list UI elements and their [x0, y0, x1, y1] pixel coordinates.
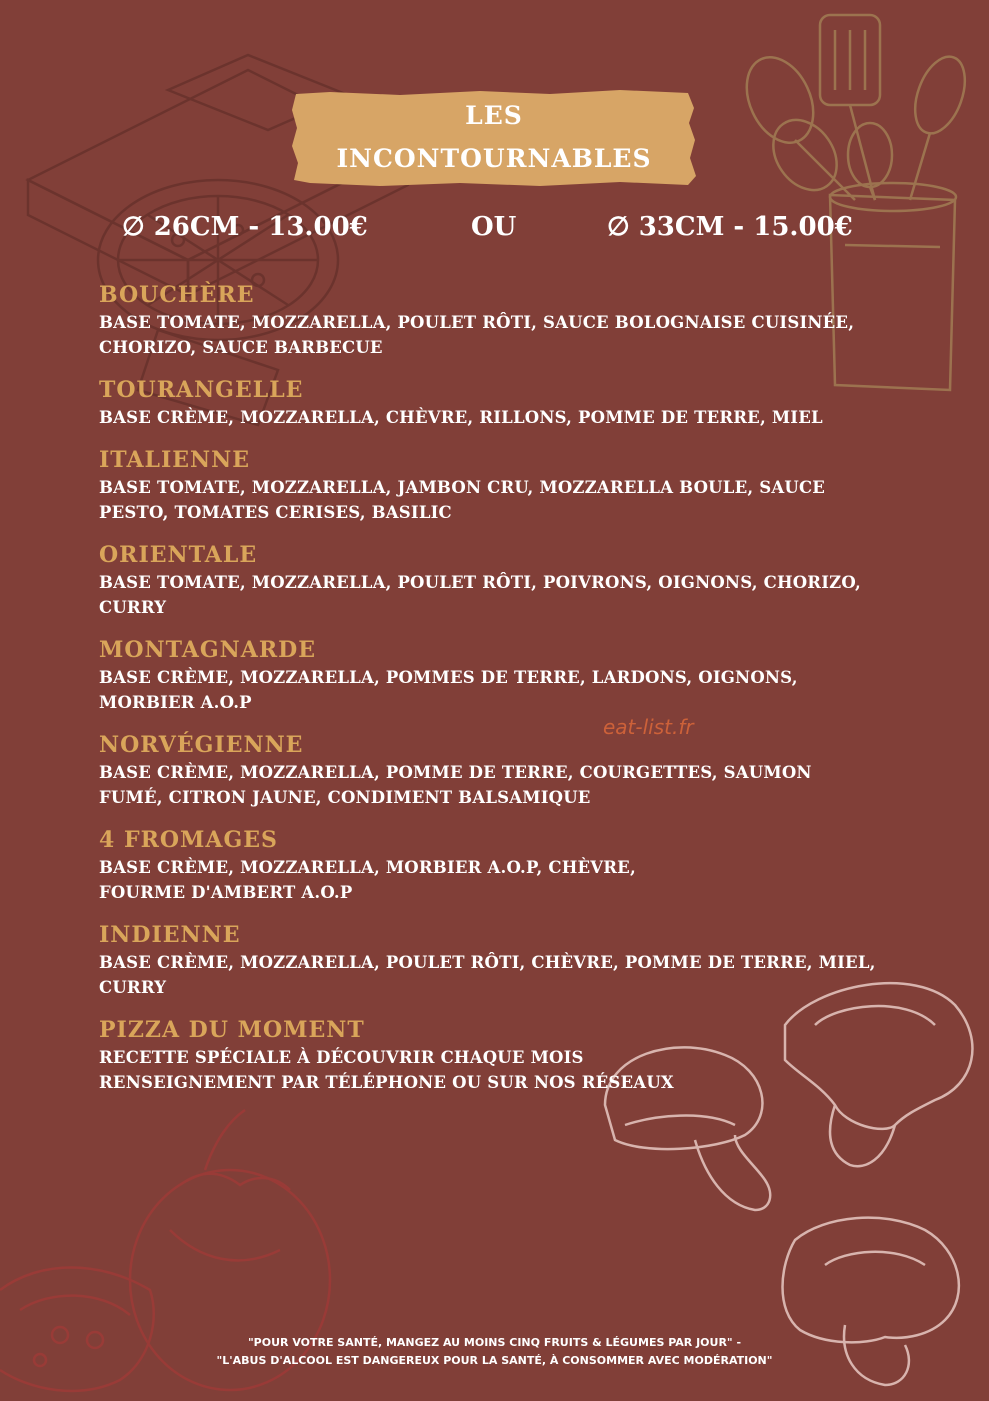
item-name: 4 FROMAGES	[99, 827, 278, 853]
item-name: NORVÉGIENNE	[99, 732, 304, 758]
item-description: BASE TOMATE, MOZZARELLA, POULET RÔTI, POIVRONS, OIGNONS, CHORIZO, CURRY	[99, 573, 861, 617]
item-description: BASE CRÈME, MOZZARELLA, CHÈVRE, RILLONS, POMME DE TERRE, MIEL	[99, 408, 823, 427]
item-name: MONTAGNARDE	[99, 637, 316, 663]
list-item	[99, 1015, 919, 1095]
list-item	[99, 280, 919, 360]
list-item	[99, 445, 919, 525]
price-row	[0, 212, 989, 252]
footer-line-2: "L'ABUS D'ALCOOL EST DANGEREUX POUR LA SANTÉ, À CONSOMMER AVEC MODÉRATION"	[216, 1354, 773, 1367]
item-name: ITALIENNE	[99, 447, 251, 473]
price-small: ∅ 26CM - 13.00€	[122, 212, 368, 242]
item-name: PIZZA DU MOMENT	[99, 1017, 365, 1043]
title-line-1: LES	[465, 101, 523, 130]
page-title	[290, 94, 698, 180]
item-description: BASE CRÈME, MOZZARELLA, POMMES DE TERRE, LARDONS, OIGNONS, MORBIER A.O.P	[99, 668, 798, 712]
item-name: INDIENNE	[99, 922, 241, 948]
list-item	[99, 540, 919, 620]
price-separator: OU	[471, 212, 517, 242]
item-description: RECETTE SPÉCIALE À DÉCOUVRIR CHAQUE MOIS RENSEIGNEMENT PAR TÉLÉPHONE OU SUR NOS RÉSEAUX	[99, 1048, 674, 1092]
item-description: BASE CRÈME, MOZZARELLA, MORBIER A.O.P, CHÈVRE, FOURME D'AMBERT A.O.P	[99, 858, 636, 902]
item-description: BASE CRÈME, MOZZARELLA, POULET RÔTI, CHÈVRE, POMME DE TERRE, MIEL, CURRY	[99, 953, 876, 997]
item-name: BOUCHÈRE	[99, 282, 255, 308]
list-item	[99, 920, 919, 1000]
list-item	[99, 730, 919, 810]
watermark: eat-list.fr	[603, 715, 694, 739]
item-description: BASE TOMATE, MOZZARELLA, JAMBON CRU, MOZZARELLA BOULE, SAUCE PESTO, TOMATES CERISES, BASILIC	[99, 478, 826, 522]
title-banner	[290, 88, 698, 188]
item-name: TOURANGELLE	[99, 377, 304, 403]
list-item	[99, 635, 919, 715]
footer-notice	[0, 1334, 989, 1370]
item-name: ORIENTALE	[99, 542, 258, 568]
item-description: BASE TOMATE, MOZZARELLA, POULET RÔTI, SAUCE BOLOGNAISE CUISINÉE, CHORIZO, SAUCE BARBECUE	[99, 313, 855, 357]
list-item	[99, 825, 919, 905]
footer-line-1: "POUR VOTRE SANTÉ, MANGEZ AU MOINS CINQ FRUITS & LÉGUMES PAR JOUR" -	[247, 1336, 742, 1349]
list-item	[99, 375, 919, 430]
price-large: ∅ 33CM - 15.00€	[607, 212, 853, 242]
item-description: BASE CRÈME, MOZZARELLA, POMME DE TERRE, COURGETTES, SAUMON FUMÉ, CITRON JAUNE, CONDIMENT BALSAMIQUE	[99, 763, 812, 807]
menu-list	[99, 280, 919, 1110]
title-line-2: INCONTOURNABLES	[336, 144, 652, 173]
